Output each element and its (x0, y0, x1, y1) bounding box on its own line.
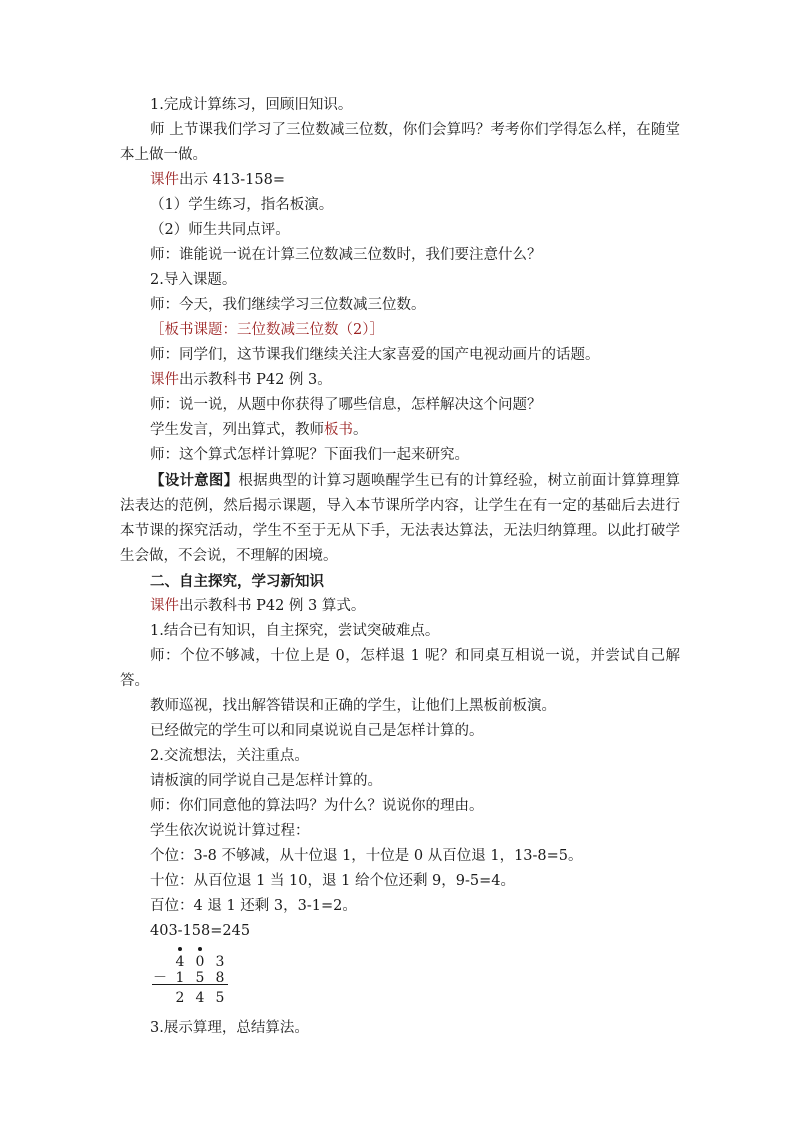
minus-sign: － (153, 970, 167, 986)
line-17 (120, 594, 680, 619)
design-intent-label: 【设计意图】 (150, 472, 239, 489)
ones-step: 个位：3-8 不够减，从十位退 1，十位是 0 从百位退 1，13-8=5。 (150, 848, 583, 864)
line-5: （2）师生共同点评。 (150, 222, 290, 238)
tens-step: 十位：从百位退 1 当 10，退 1 给个位还剩 9，9-5=4。 (150, 873, 516, 889)
line-13-pre: 学生发言，列出算式，教师 (150, 422, 324, 438)
equation-line: 403-158=245 (150, 923, 251, 939)
line-11-text: 出示教科书 P42 例 3。 (179, 372, 332, 388)
line-24: 师：你们同意他的算法吗？为什么？说说你的理由。 (150, 798, 484, 814)
result-digit: 2 (175, 990, 185, 1006)
line-13-post: 。 (353, 422, 368, 438)
line-3 (120, 168, 680, 193)
subtrahend-digit: 1 (175, 970, 185, 986)
minuend-digit: 0 (195, 954, 205, 970)
design-intent-paragraph (120, 468, 680, 569)
line-19: 师：个位不够减，十位上是 0，怎样退 1 呢？和同桌互相说一说，并尝试自己解答。 (120, 648, 680, 689)
line-6: 师：谁能说一说在计算三位数减三位数时，我们要注意什么？ (150, 247, 542, 263)
minuend-digit: 3 (215, 954, 225, 970)
line-13 (120, 418, 680, 443)
blackboard-label: 板书 (324, 422, 353, 438)
hundreds-step: 百位：4 退 1 还剩 3，3-1=2。 (150, 898, 357, 914)
design-intent-text: 根据典型的计算习题唤醒学生已有的计算经验，树立前面计算算理算法表达的范例，然后揭示课题，导入本节课所学内容，让学生在有一定的基础后去进行本节课的探究活动，学生不至于无从下手，无法表达算法，无法归纳算理。以此打破学生会做，不会说，不理解的困境。 (120, 473, 681, 564)
line-22: 2.交流想法，关注重点。 (150, 748, 309, 764)
line-8: 师：今天，我们继续学习三位数减三位数。 (150, 297, 426, 313)
vertical-subtraction (150, 944, 680, 1016)
sum-line (152, 984, 228, 985)
line-1: 1.完成计算练习，回顾旧知识。 (150, 97, 353, 113)
courseware-label: 课件 (150, 172, 179, 188)
section-heading: 二、自主探究，学习新知识 (150, 573, 324, 590)
subtrahend-digit: 8 (215, 970, 225, 986)
minuend-digit: 4 (175, 954, 185, 970)
subtrahend-digit: 5 (195, 970, 205, 986)
document-body (120, 93, 680, 1041)
line-23: 请板演的同学说自己是怎样计算的。 (150, 773, 382, 789)
courseware-label: 课件 (150, 372, 179, 388)
line-14: 师：这个算式怎样计算呢？下面我们一起来研究。 (150, 447, 469, 463)
line-17-text: 出示教科书 P42 例 3 算式。 (179, 598, 366, 614)
line-25: 学生依次说说计算过程： (150, 823, 310, 839)
line-11 (120, 368, 680, 393)
line-20: 教师巡视，找出解答错误和正确的学生，让他们上黑板前板演。 (150, 698, 556, 714)
line-12: 师：说一说，从题中你获得了哪些信息，怎样解决这个问题？ (150, 397, 542, 413)
line-10: 师：同学们，这节课我们继续关注大家喜爱的国产电视动画片的话题。 (150, 347, 600, 363)
line-3-text: 出示 413-158= (179, 172, 286, 188)
line-4: （1）学生练习，指名板演。 (150, 197, 334, 213)
line-18: 1.结合已有知识，自主探究，尝试突破难点。 (150, 623, 440, 639)
result-digit: 4 (195, 990, 205, 1006)
line-2: 师 上节课我们学习了三位数减三位数，你们会算吗？考考你们学得怎么样，在随堂本上做一做。 (120, 122, 680, 163)
board-title: ［板书课题：三位数减三位数（2）］ (150, 322, 384, 338)
line-30: 3.展示算理，总结算法。 (150, 1020, 309, 1036)
result-digit: 5 (215, 990, 225, 1006)
line-7: 2.导入课题。 (150, 272, 237, 288)
line-21: 已经做完的学生可以和同桌说说自己是怎样计算的。 (150, 723, 484, 739)
courseware-label: 课件 (150, 598, 179, 614)
